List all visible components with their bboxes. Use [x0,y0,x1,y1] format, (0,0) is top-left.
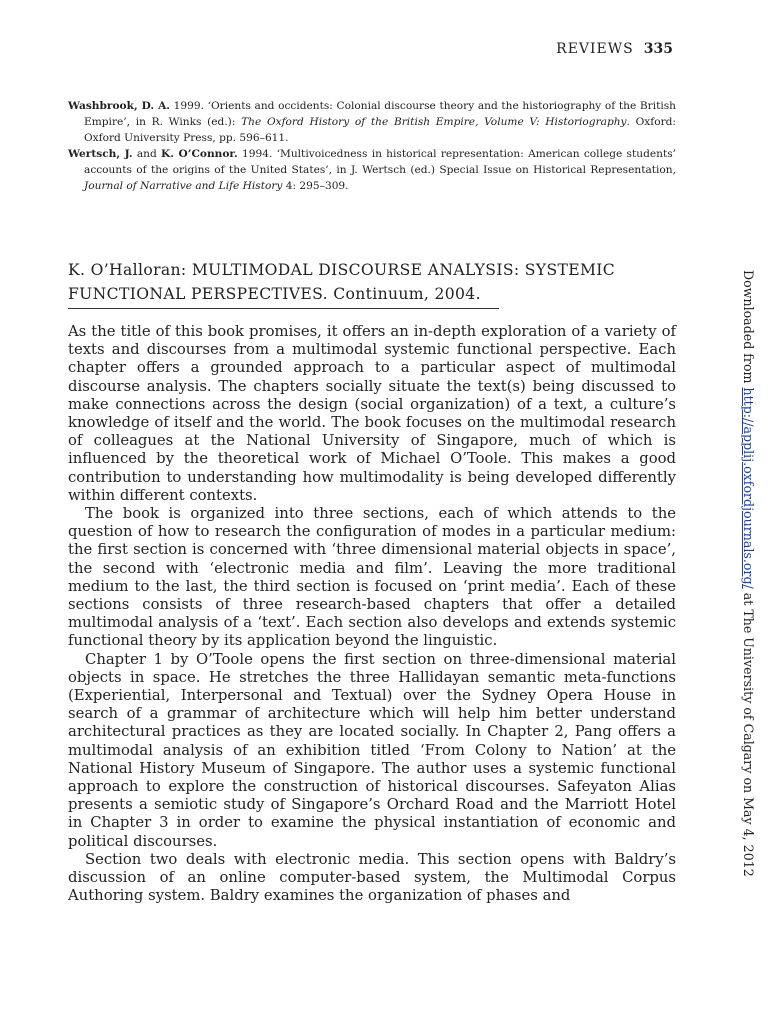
reference-author: Wertsch, J. [68,148,133,160]
review-title: K. O’Halloran: MULTIMODAL DISCOURSE ANALYSIS: SYSTEMIC FUNCTIONAL PERSPECTIVES. Continuum, 2004. [68,261,616,303]
download-watermark [741,270,756,877]
reference-text-end: 4: 295–309. [282,180,349,192]
reference-text-end: . Oxford: Oxford University Press, pp. 596–611. [84,116,676,144]
body-paragraph: Chapter 1 by O’Toole opens the first section on three-dimensional material objects in space. He stretches the three Hallidayan semantic meta-functions (Experiential, Interpersonal and Textual) over the Sydney Opera House in search of a grammar of architecture which will help him better understand architectural practices as they are located socially. In Chapter 2, Pang offers a multimodal analysis of an exhibition titled ‘From Colony to Nation’ at the National History Museum of Singapore. The author uses a systemic functional approach to explore the construction of historical discourses. Safeyaton Alias presents a semiotic study of Singapore’s Orchard Road and the Marriott Hotel in Chapter 3 in order to examine the physical instantiation of economic and political discourses. [68,650,676,850]
title-divider [68,308,499,309]
watermark-prefix: Downloaded from [741,270,756,388]
body-paragraph: The book is organized into three sections, each of which attends to the question of how to research the configuration of modes in a particular medium: the first section is concerned with ‘three dimensional material objects in space’, the second with ‘electronic media and film’. Leaving the more traditional medium to the last, the third section is focused on ‘print media’. Each of these sections consists of three research-based chapters that offer a detailed multimodal analysis of a ‘text’. Each section also develops and extends systemic functional theory by its application beyond the linguistic. [68,505,676,650]
running-header [556,41,673,57]
reference-item [68,98,676,146]
page-number: 335 [643,41,673,57]
review-body [68,323,676,906]
journal-link[interactable]: http://applij.oxfordjournals.org/ [741,387,756,589]
reference-authors: Washbrook, D. A. [68,100,170,112]
reference-text: 1994. ‘Multivoicedness in historical representation: American college students’ accounts of the origins of the United States’, in J. Wertsch (ed.) Special Issue on Historical Representation, [84,148,677,176]
reference-journal: Journal of Narrative and Life History [84,180,283,192]
reference-item [68,146,676,194]
reference-text: 1999. ‘Orients and occidents: Colonial discourse theory and the historiography of the British Empire’, in R. Winks (ed.): [84,100,676,128]
reference-author: K. O’Connor. [161,148,238,160]
body-paragraph: As the title of this book promises, it offers an in-depth exploration of a variety of texts and discourses from a multimodal systemic functional perspective. Each chapter offers a grounded approach to a particular aspect of multimodal discourse analysis. The chapters socially situate the text(s) being discussed to make connections across the design (social organization) of a text, a culture’s knowledge of itself and the world. The book focuses on the multimodal research of colleagues at the National University of Singapore, much of which is influenced by the theoretical work of Michael O’Toole. This makes a good contribution to understanding how multimodality is being developed differently within different contexts. [68,323,676,504]
watermark-suffix: at The University of Calgary on May 4, 2012 [741,588,756,877]
reference-list [68,98,676,194]
body-paragraph: Section two deals with electronic media. This section opens with Baldry’s discussion of an online computer-based system, the Multimodal Corpus Authoring system. Baldry examines the organization of phases and [68,850,676,905]
reference-joiner: and [132,148,162,160]
running-head-label: REVIEWS [556,41,634,57]
reference-title: The Oxford History of the British Empire, Volume V: Historiography [241,116,627,128]
